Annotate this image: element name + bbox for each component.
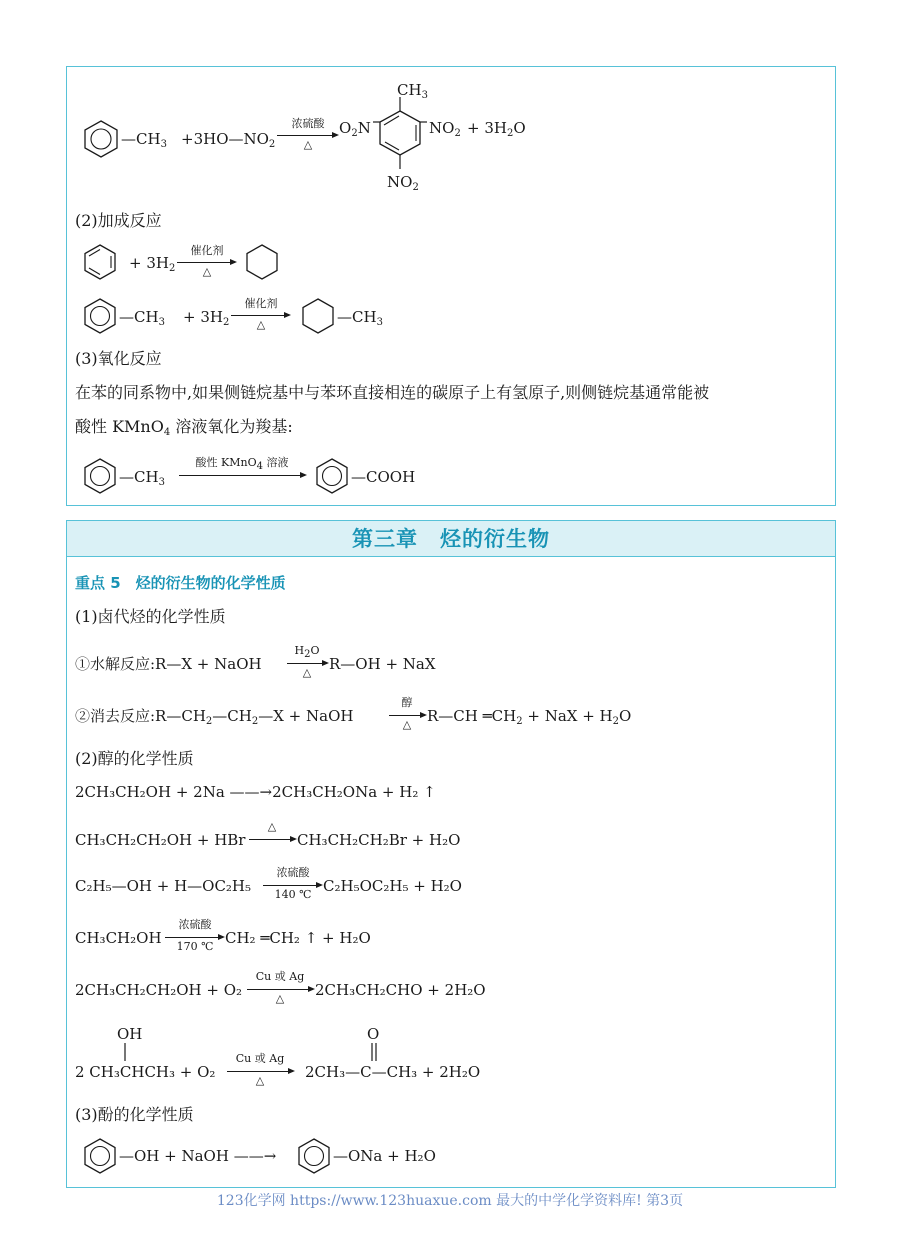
toluene-ring xyxy=(81,297,119,335)
benzoic-acid-ring xyxy=(313,457,351,495)
alcohol-eq-4-left: CH₃CH₂OH xyxy=(75,929,162,947)
condition-heat: △ xyxy=(202,265,212,278)
oxidation-title: (3)氧化反应 xyxy=(75,349,162,368)
addition-title: (2)加成反应 xyxy=(75,211,162,230)
condition-alcohol: 醇 xyxy=(401,696,413,709)
toluene-ring xyxy=(81,119,121,159)
reaction-arrow xyxy=(287,663,327,664)
reaction-arrow xyxy=(227,1071,293,1072)
condition-heat: △ xyxy=(255,1074,265,1087)
toluene-substituent: $—CH_3$ xyxy=(119,308,165,328)
alcohol-eq-6-left: 2 CH₃CHCH₃ + O₂ xyxy=(75,1063,216,1081)
alcohol-eq-2-left: CH₃CH₂CH₂OH + HBr xyxy=(75,831,246,849)
alcohol-eq-2-right: CH₃CH₂CH₂Br + H₂O xyxy=(297,831,461,849)
tnt-ring xyxy=(375,107,425,157)
phenol-ring xyxy=(81,1137,119,1175)
condition-heat: △ xyxy=(303,138,313,151)
nitric-acid: $+3HO—NO_2$ xyxy=(181,130,276,150)
hydrolysis-right: R—OH + NaX xyxy=(329,655,436,673)
elimination-right: R—CH $═CH_2$ + NaX + $H_2O$ xyxy=(427,707,632,727)
oxidation-text-line2: 酸性 KMnO$_4$ 溶液氧化为羧基: xyxy=(75,417,293,438)
oh-bond xyxy=(123,1043,127,1063)
alcohol-eq-3-left: C₂H₅—OH + H—OC₂H₅ xyxy=(75,877,252,895)
condition-cu-ag: Cu 或 Ag xyxy=(235,1052,285,1065)
condition-170c: 170 ℃ xyxy=(176,940,214,953)
reaction-arrow xyxy=(247,989,313,990)
carbonyl-double-bond xyxy=(369,1043,379,1063)
oxidation-text-line1: 在苯的同系物中,如果侧链烷基中与苯环直接相连的碳原子上有氢原子,则侧链烷基通常能被 xyxy=(75,383,710,402)
alcohol-eq-3-right: C₂H₅OC₂H₅ + H₂O xyxy=(323,877,462,895)
no2-bottom: $NO_2$ xyxy=(387,173,419,193)
reaction-arrow xyxy=(177,262,235,263)
condition-water: $H_2O$ xyxy=(294,644,320,660)
o2n-group: $O_2N$ xyxy=(339,119,371,139)
alcohol-eq-1: 2CH₃CH₂OH + 2Na ——→2CH₃CH₂ONa + H₂ ↑ xyxy=(75,783,436,801)
condition-kmno4: 酸性 KMnO$_4$ 溶液 xyxy=(195,456,289,472)
condition-heat: △ xyxy=(302,666,312,679)
methylcyclohexane-ring xyxy=(299,297,337,335)
haloalkane-title: (1)卤代烃的化学性质 xyxy=(75,607,226,626)
hydrolysis-left: ①水解反应:R—X + NaOH xyxy=(75,655,262,673)
content-box-derivatives xyxy=(66,520,836,1188)
condition-heat: △ xyxy=(275,992,285,1005)
condition-cu-ag: Cu 或 Ag xyxy=(255,970,305,983)
alcohol-eq-6-right: 2CH₃—C—CH₃ + 2H₂O xyxy=(305,1063,481,1081)
condition-heat: △ xyxy=(267,820,277,833)
sodium-phenoxide-ring xyxy=(295,1137,333,1175)
elimination-left: ②消去反应$:R—CH_2—CH_2—X$ + NaOH xyxy=(75,707,354,727)
water-product: + $3H_2O$ xyxy=(467,119,526,139)
carbonyl-oxygen: O xyxy=(367,1025,380,1043)
phenol-left: —OH + NaOH ——→ xyxy=(119,1147,277,1165)
keypoint-heading: 重点 5 烃的衍生物的化学性质 xyxy=(75,574,286,592)
reaction-arrow xyxy=(165,937,223,938)
condition-140c: 140 ℃ xyxy=(274,888,312,901)
content-box-aromatic xyxy=(66,66,836,506)
phenol-title: (3)酚的化学性质 xyxy=(75,1105,194,1124)
chapter-title: 第三章 烃的衍生物 xyxy=(67,521,835,557)
carboxyl-group: —COOH xyxy=(351,468,416,486)
condition-heat: △ xyxy=(256,318,266,331)
reaction-arrow xyxy=(231,315,289,316)
cyclohexane-ring xyxy=(243,243,281,281)
reaction-arrow xyxy=(179,475,305,476)
no2-right: $NO_2$ xyxy=(429,119,461,139)
alcohol-eq-5-left: 2CH₃CH₂CH₂OH + O₂ xyxy=(75,981,243,999)
hydrogen-reagent-1: + $3H_2$ xyxy=(129,254,176,274)
alcohol-eq-4-right: CH₂ ═CH₂ ↑ + H₂O xyxy=(225,929,371,947)
reaction-arrow xyxy=(263,885,321,886)
alcohol-eq-5-right: 2CH₃CH₂CHO + 2H₂O xyxy=(315,981,486,999)
reaction-arrow xyxy=(277,135,337,136)
phenol-right: —ONa + H₂O xyxy=(333,1147,436,1165)
reaction-arrow xyxy=(389,715,425,716)
condition-heat: △ xyxy=(402,718,412,731)
toluene-substituent: $—CH_3$ xyxy=(121,130,167,150)
toluene-substituent: $—CH_3$ xyxy=(119,468,165,488)
condition-conc-sulfuric: 浓硫酸 xyxy=(178,918,212,931)
alcohol-title: (2)醇的化学性质 xyxy=(75,749,194,768)
page-footer[interactable]: 123化学网 https://www.123huaxue.com 最大的中学化学资料库! 第3页 xyxy=(216,1193,684,1209)
condition-catalyst-1: 催化剂 xyxy=(190,244,224,257)
condition-conc-sulfuric: 浓硫酸 xyxy=(276,866,310,879)
methyl-group: $CH_3$ xyxy=(397,81,428,101)
condition-catalyst-2: 催化剂 xyxy=(244,297,278,310)
condition-conc-sulfuric: 浓硫酸 xyxy=(291,117,325,130)
toluene-ring xyxy=(81,457,119,495)
reaction-arrow xyxy=(249,839,295,840)
hydroxyl-label: OH xyxy=(117,1025,143,1043)
methyl-substituent: $—CH_3$ xyxy=(337,308,383,328)
hydrogen-reagent-2: + $3H_2$ xyxy=(183,308,230,328)
benzene-ring xyxy=(81,243,119,281)
